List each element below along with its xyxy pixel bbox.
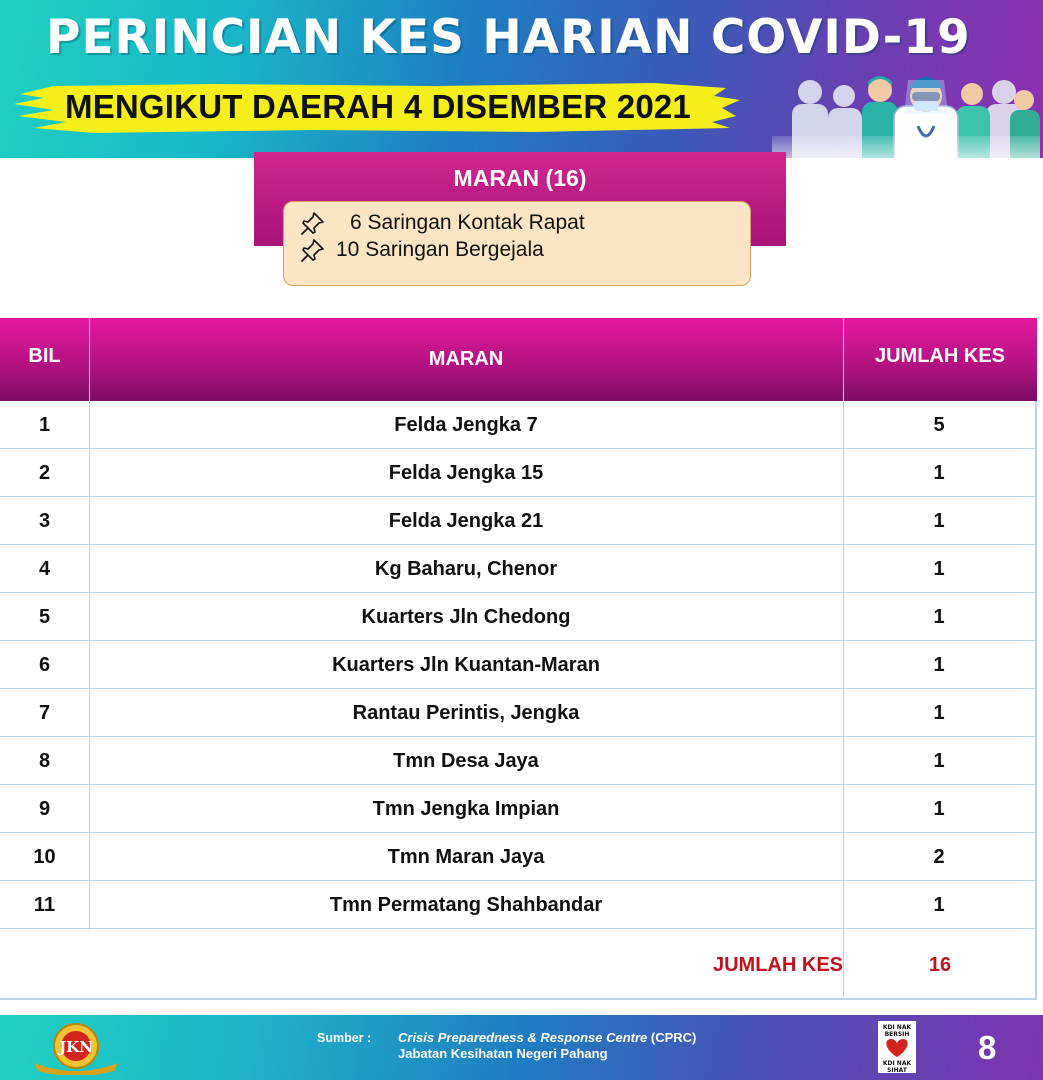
cell-bil: 2 bbox=[38, 461, 51, 484]
total-label: JUMLAH KES bbox=[712, 954, 843, 976]
kdi-logo-line4: SIHAT bbox=[887, 1067, 907, 1073]
cell-bil: 10 bbox=[33, 845, 56, 868]
page-subtitle: MENGIKUT DAERAH 4 DISEMBER 2021 bbox=[65, 88, 691, 125]
cell-location: Tmn Permatang Shahbandar bbox=[329, 893, 603, 916]
cell-cases: 1 bbox=[933, 605, 945, 628]
kdi-logo-line2: BERSIH bbox=[884, 1031, 910, 1038]
kdi-logo-line3: KDI NAK bbox=[882, 1060, 912, 1067]
cell-bil: 5 bbox=[38, 605, 51, 628]
total-value: 16 bbox=[928, 954, 952, 976]
cell-cases: 2 bbox=[933, 845, 945, 868]
district-notes bbox=[283, 201, 751, 286]
cell-location: Kuarters Jln Kuantan-Maran bbox=[332, 653, 600, 676]
subtitle-highlight bbox=[14, 78, 742, 136]
cell-location: Tmn Maran Jaya bbox=[387, 845, 545, 868]
note-item bbox=[300, 236, 544, 264]
table-row bbox=[0, 593, 1035, 641]
cell-bil: 11 bbox=[33, 893, 56, 916]
cell-bil: 9 bbox=[38, 797, 51, 820]
cell-bil: 7 bbox=[38, 701, 51, 724]
jkn-logo-text: JKN bbox=[59, 1038, 93, 1056]
health-workers-illustration bbox=[772, 66, 1040, 158]
header-location: MARAN bbox=[428, 348, 504, 370]
table-row bbox=[0, 497, 1035, 545]
source-organisation-name: Crisis Preparedness & Response Centre bbox=[398, 1030, 648, 1045]
source-department: Jabatan Kesihatan Negeri Pahang bbox=[398, 1046, 608, 1061]
note-item bbox=[300, 209, 585, 237]
page-number: 8 bbox=[978, 1029, 997, 1066]
cell-location: Tmn Desa Jaya bbox=[393, 749, 539, 772]
source-organisation-abbr: (CPRC) bbox=[647, 1030, 697, 1045]
table-row bbox=[0, 401, 1035, 449]
cell-cases: 1 bbox=[933, 509, 945, 532]
source-organisation bbox=[398, 1030, 696, 1045]
cell-cases: 1 bbox=[933, 701, 945, 724]
table-row bbox=[0, 833, 1035, 881]
cell-bil: 8 bbox=[38, 749, 51, 772]
cell-location: Rantau Perintis, Jengka bbox=[352, 701, 580, 724]
jkn-logo-icon bbox=[30, 1019, 122, 1075]
pushpin-icon bbox=[300, 237, 326, 263]
pushpin-icon bbox=[300, 210, 326, 236]
cell-cases: 1 bbox=[933, 749, 945, 772]
table-header bbox=[0, 318, 1037, 401]
cell-cases: 1 bbox=[933, 797, 945, 820]
page-title: PERINCIAN KES HARIAN COVID-19 bbox=[46, 10, 971, 65]
table-row bbox=[0, 545, 1035, 593]
cell-bil: 1 bbox=[38, 413, 51, 436]
cell-location: Tmn Jengka Impian bbox=[372, 797, 560, 820]
table-row bbox=[0, 689, 1035, 737]
cell-cases: 5 bbox=[933, 413, 945, 436]
table-row bbox=[0, 737, 1035, 785]
footer-bar bbox=[0, 1015, 1043, 1080]
district-title: MARAN (16) bbox=[453, 165, 587, 191]
header-bil: BIL bbox=[28, 345, 61, 367]
header-cases: JUMLAH KES bbox=[874, 345, 1005, 367]
note-text: 6 Saringan Kontak Rapat bbox=[350, 211, 585, 234]
cell-location: Felda Jengka 7 bbox=[394, 413, 538, 436]
cell-cases: 1 bbox=[933, 461, 945, 484]
kdi-sihat-logo-icon bbox=[878, 1021, 916, 1073]
cell-bil: 6 bbox=[38, 653, 51, 676]
cell-cases: 1 bbox=[933, 893, 945, 916]
table-row bbox=[0, 881, 1035, 929]
cell-bil: 3 bbox=[38, 509, 51, 532]
cell-location: Felda Jengka 21 bbox=[388, 509, 544, 532]
source-label: Sumber : bbox=[317, 1031, 372, 1045]
cell-bil: 4 bbox=[38, 557, 51, 580]
cell-location: Kg Baharu, Chenor bbox=[374, 557, 558, 580]
table-row bbox=[0, 785, 1035, 833]
note-text: 10 Saringan Bergejala bbox=[336, 238, 544, 261]
kdi-logo-line1: KDI NAK bbox=[882, 1024, 912, 1031]
table-row bbox=[0, 449, 1035, 497]
cases-table bbox=[0, 318, 1037, 1000]
cell-cases: 1 bbox=[933, 557, 945, 580]
header-banner bbox=[0, 0, 1043, 158]
cell-location: Kuarters Jln Chedong bbox=[361, 605, 571, 628]
table-row bbox=[0, 641, 1035, 689]
cell-location: Felda Jengka 15 bbox=[388, 461, 544, 484]
cell-cases: 1 bbox=[933, 653, 945, 676]
